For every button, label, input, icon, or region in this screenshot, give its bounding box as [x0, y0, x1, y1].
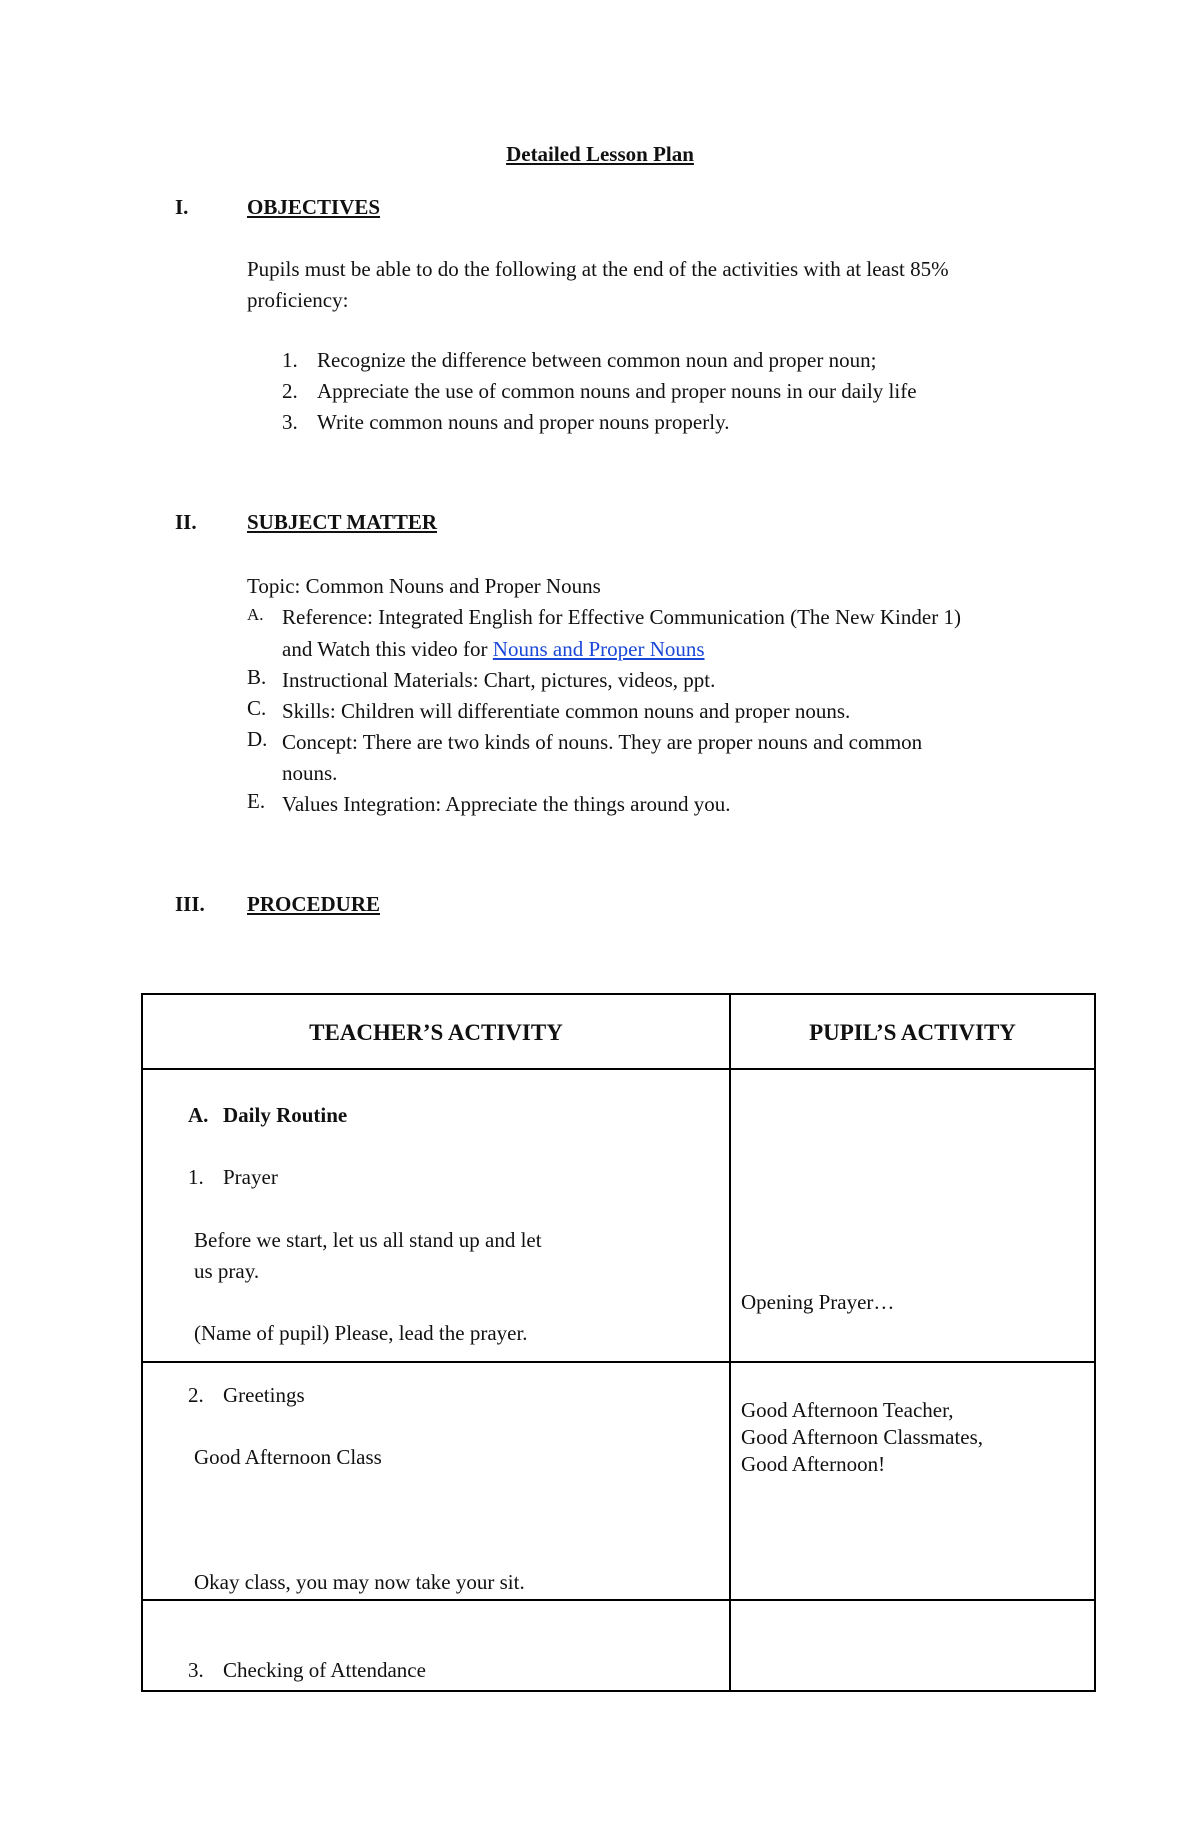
- prayer-instruction-line1: Before we start, let us all stand up and let: [194, 1228, 542, 1252]
- objective-item: Write common nouns and proper nouns properly.: [317, 410, 730, 434]
- values-integration: Values Integration: Appreciate the things around you.: [282, 792, 731, 816]
- pupil-greeting-line1: Good Afternoon Teacher,: [741, 1398, 954, 1422]
- reference-line2: [282, 634, 705, 665]
- header-teacher-activity: TEACHER’S ACTIVITY: [309, 1020, 563, 1045]
- section-heading-subject-matter: SUBJECT MATTER: [247, 510, 438, 534]
- daily-routine-heading: Daily Routine: [223, 1103, 348, 1127]
- objective-number: 3.: [282, 410, 298, 434]
- reference-line1: Reference: Integrated English for Effective Communication (The New Kinder 1): [282, 605, 961, 629]
- column-divider: [729, 995, 731, 1690]
- objectives-intro-line2: proficiency:: [247, 288, 349, 312]
- header-pupil-activity: PUPIL’S ACTIVITY: [809, 1020, 1016, 1045]
- daily-routine-letter: A.: [188, 1103, 209, 1127]
- subject-item-letter: E.: [247, 789, 266, 813]
- section-heading-procedure: PROCEDURE: [247, 892, 381, 916]
- section-number-procedure: III.: [175, 892, 205, 916]
- attendance-heading: Checking of Attendance: [223, 1658, 426, 1682]
- prayer-number: 1.: [188, 1165, 204, 1189]
- section-number-objectives: I.: [175, 195, 189, 219]
- nouns-video-link[interactable]: Nouns and Proper Nouns: [492, 637, 705, 661]
- objective-item: Appreciate the use of common nouns and proper nouns in our daily life: [317, 379, 917, 403]
- objective-number: 1.: [282, 348, 298, 372]
- section-number-subject-matter: II.: [175, 510, 197, 534]
- teacher-sit-instruction: Okay class, you may now take your sit.: [194, 1570, 525, 1594]
- pupil-greeting-line3: Good Afternoon!: [741, 1452, 886, 1476]
- pupil-opening-prayer: Opening Prayer…: [741, 1290, 895, 1314]
- attendance-number: 3.: [188, 1658, 204, 1682]
- row-divider: [143, 1599, 1094, 1601]
- prayer-instruction-line2: us pray.: [194, 1259, 260, 1283]
- instructional-materials: Instructional Materials: Chart, pictures, videos, ppt.: [282, 668, 716, 692]
- objective-item: Recognize the difference between common noun and proper noun;: [317, 348, 877, 372]
- greetings-heading: Greetings: [223, 1383, 305, 1407]
- subject-item-letter: D.: [247, 727, 268, 751]
- subject-item-letter: B.: [247, 665, 267, 689]
- reference-line2-text: and Watch this video for: [282, 637, 493, 661]
- section-heading-objectives: OBJECTIVES: [247, 195, 381, 219]
- prayer-heading: Prayer: [223, 1165, 278, 1189]
- procedure-table: [141, 993, 1096, 1692]
- subject-item-letter: C.: [247, 696, 267, 720]
- teacher-greeting: Good Afternoon Class: [194, 1445, 382, 1469]
- pupil-greeting-line2: Good Afternoon Classmates,: [741, 1425, 984, 1449]
- greetings-number: 2.: [188, 1383, 204, 1407]
- objectives-intro-line1: Pupils must be able to do the following at the end of the activities with at least 85%: [247, 257, 949, 281]
- concept-line2: nouns.: [282, 761, 338, 785]
- prayer-leader-line: (Name of pupil) Please, lead the prayer.: [194, 1321, 528, 1345]
- topic-line: Topic: Common Nouns and Proper Nouns: [247, 574, 601, 598]
- concept-line1: Concept: There are two kinds of nouns. They are proper nouns and common: [282, 730, 923, 754]
- skills: Skills: Children will differentiate common nouns and proper nouns.: [282, 699, 851, 723]
- document-title: Detailed Lesson Plan: [506, 142, 694, 166]
- row-divider: [143, 1361, 1094, 1363]
- objective-number: 2.: [282, 379, 298, 403]
- subject-item-letter: A.: [247, 605, 264, 624]
